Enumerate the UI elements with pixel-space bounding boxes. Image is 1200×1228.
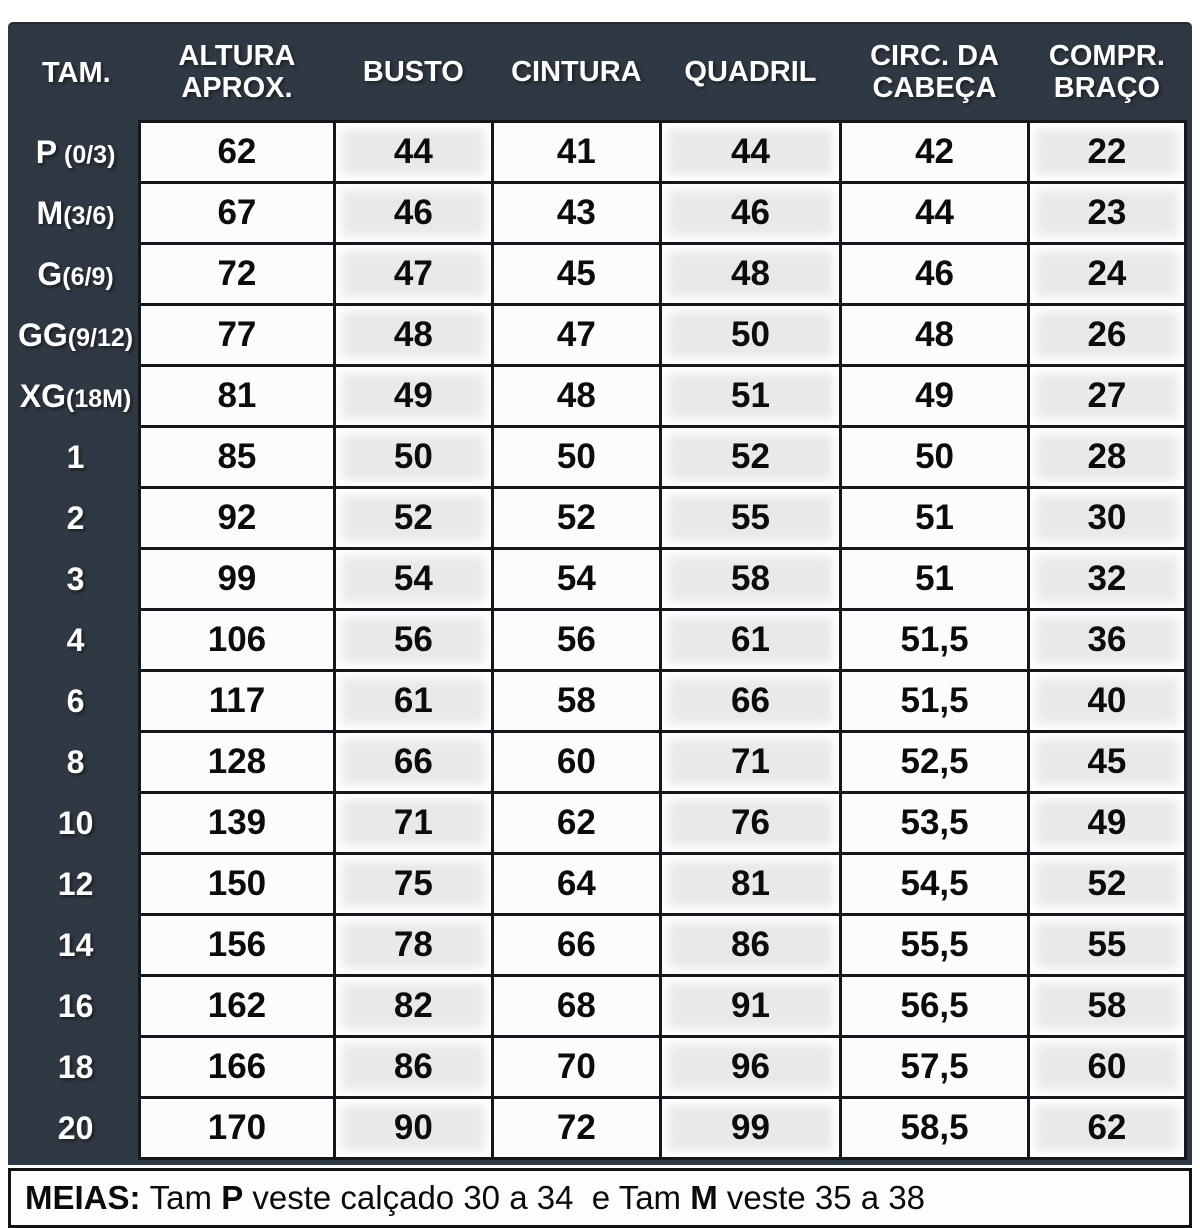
size-table: [13, 24, 1187, 1160]
size-label-cell: [13, 671, 140, 732]
value-cell: 54,5: [841, 854, 1029, 915]
socks-note-part: P: [221, 1179, 244, 1216]
value-cell: 49: [334, 366, 492, 427]
value-cell: 52: [1028, 854, 1185, 915]
socks-note-part: Tam: [140, 1179, 222, 1216]
size-label: P: [35, 133, 58, 170]
value-cell: 52: [660, 427, 841, 488]
value-cell: 82: [334, 976, 492, 1037]
size-label: 8: [66, 743, 85, 780]
value-cell: 50: [660, 305, 841, 366]
size-label-cell: [13, 1037, 140, 1098]
value-cell: 77: [140, 305, 335, 366]
value-cell: 64: [493, 854, 661, 915]
table-row: [13, 915, 1186, 976]
value-cell: 58,5: [841, 1098, 1029, 1159]
value-cell: 51: [660, 366, 841, 427]
size-detail: (18M): [66, 384, 132, 413]
table-body: [13, 122, 1186, 1159]
size-label-cell: [13, 732, 140, 793]
value-cell: 36: [1028, 610, 1185, 671]
value-cell: 99: [140, 549, 335, 610]
value-cell: 28: [1028, 427, 1185, 488]
value-cell: 45: [493, 244, 661, 305]
value-cell: 43: [493, 183, 661, 244]
table-row: [13, 366, 1186, 427]
value-cell: 56: [493, 610, 661, 671]
value-cell: 56,5: [841, 976, 1029, 1037]
value-cell: 60: [493, 732, 661, 793]
size-label: 12: [57, 865, 94, 902]
value-cell: 51,5: [841, 671, 1029, 732]
value-cell: 45: [1028, 732, 1185, 793]
size-label: G: [37, 255, 63, 292]
column-header: CIRC. DA CABEÇA: [870, 39, 999, 104]
column-header: BUSTO: [362, 55, 464, 88]
table-row: [13, 122, 1186, 183]
size-label-cell: [13, 549, 140, 610]
value-cell: 46: [334, 183, 492, 244]
size-label-cell: [13, 793, 140, 854]
size-label-cell: [13, 122, 140, 183]
value-cell: 55: [1028, 915, 1185, 976]
table-row: [13, 610, 1186, 671]
value-cell: 91: [660, 976, 841, 1037]
value-cell: 67: [140, 183, 335, 244]
value-cell: 42: [841, 122, 1029, 183]
value-cell: 61: [334, 671, 492, 732]
value-cell: 50: [493, 427, 661, 488]
header-row: [13, 24, 1186, 122]
value-cell: 47: [334, 244, 492, 305]
value-cell: 72: [140, 244, 335, 305]
value-cell: 51: [841, 549, 1029, 610]
size-label: M: [36, 194, 64, 231]
value-cell: 106: [140, 610, 335, 671]
value-cell: 52: [334, 488, 492, 549]
value-cell: 81: [660, 854, 841, 915]
size-label-cell: [13, 488, 140, 549]
value-cell: 71: [660, 732, 841, 793]
size-label-cell: [13, 976, 140, 1037]
value-cell: 46: [841, 244, 1029, 305]
value-cell: 156: [140, 915, 335, 976]
size-detail: (9/12): [67, 323, 134, 352]
value-cell: 62: [140, 122, 335, 183]
value-cell: 54: [493, 549, 661, 610]
size-table-frame: [8, 22, 1192, 1165]
value-cell: 24: [1028, 244, 1185, 305]
value-cell: 55: [660, 488, 841, 549]
table-row: [13, 488, 1186, 549]
value-cell: 40: [1028, 671, 1185, 732]
table-row: [13, 854, 1186, 915]
value-cell: 96: [660, 1037, 841, 1098]
size-label: GG: [18, 316, 68, 353]
value-cell: 71: [334, 793, 492, 854]
size-label: XG: [19, 377, 67, 414]
column-header: COMPR. BRAÇO: [1048, 39, 1165, 104]
value-cell: 60: [1028, 1037, 1185, 1098]
table-row: [13, 427, 1186, 488]
value-cell: 22: [1028, 122, 1185, 183]
value-cell: 26: [1028, 305, 1185, 366]
value-cell: 66: [334, 732, 492, 793]
value-cell: 46: [660, 183, 841, 244]
size-label-cell: [13, 244, 140, 305]
value-cell: 48: [493, 366, 661, 427]
value-cell: 86: [660, 915, 841, 976]
value-cell: 85: [140, 427, 335, 488]
socks-note-part: M: [690, 1179, 718, 1216]
value-cell: 44: [660, 122, 841, 183]
value-cell: 52: [493, 488, 661, 549]
value-cell: 58: [1028, 976, 1185, 1037]
size-label-cell: [13, 305, 140, 366]
size-label: 14: [57, 926, 94, 963]
value-cell: 78: [334, 915, 492, 976]
table-row: [13, 183, 1186, 244]
socks-note-part: veste calçado 30 a 34 e Tam: [243, 1179, 691, 1216]
size-label: 2: [66, 499, 85, 536]
value-cell: 166: [140, 1037, 335, 1098]
column-header: ALTURA APROX.: [178, 39, 296, 104]
value-cell: 50: [841, 427, 1029, 488]
size-label: 6: [66, 682, 85, 719]
socks-note-part: MEIAS:: [25, 1179, 141, 1216]
table-row: [13, 244, 1186, 305]
value-cell: 52,5: [841, 732, 1029, 793]
value-cell: 53,5: [841, 793, 1029, 854]
size-label-cell: [13, 915, 140, 976]
value-cell: 51,5: [841, 610, 1029, 671]
value-cell: 49: [841, 366, 1029, 427]
value-cell: 62: [1028, 1098, 1185, 1159]
value-cell: 99: [660, 1098, 841, 1159]
value-cell: 23: [1028, 183, 1185, 244]
column-header: CINTURA: [511, 55, 642, 88]
value-cell: 58: [660, 549, 841, 610]
size-label: 3: [66, 560, 85, 597]
value-cell: 75: [334, 854, 492, 915]
size-label-cell: [13, 610, 140, 671]
table-row: [13, 671, 1186, 732]
value-cell: 54: [334, 549, 492, 610]
value-cell: 61: [660, 610, 841, 671]
value-cell: 128: [140, 732, 335, 793]
value-cell: 47: [493, 305, 661, 366]
value-cell: 81: [140, 366, 335, 427]
size-label: 16: [57, 987, 94, 1024]
size-label: 10: [57, 804, 94, 841]
value-cell: 86: [334, 1037, 492, 1098]
value-cell: 62: [493, 793, 661, 854]
value-cell: 30: [1028, 488, 1185, 549]
table-row: [13, 732, 1186, 793]
size-label: 18: [57, 1048, 94, 1085]
value-cell: 44: [841, 183, 1029, 244]
value-cell: 44: [334, 122, 492, 183]
value-cell: 58: [493, 671, 661, 732]
size-detail: (6/9): [62, 262, 114, 291]
value-cell: 68: [493, 976, 661, 1037]
value-cell: 49: [1028, 793, 1185, 854]
value-cell: 56: [334, 610, 492, 671]
table-row: [13, 549, 1186, 610]
value-cell: 90: [334, 1098, 492, 1159]
value-cell: 50: [334, 427, 492, 488]
value-cell: 66: [493, 915, 661, 976]
value-cell: 162: [140, 976, 335, 1037]
table-row: [13, 1098, 1186, 1159]
size-label-cell: [13, 427, 140, 488]
column-header: QUADRIL: [684, 55, 817, 88]
value-cell: 92: [140, 488, 335, 549]
value-cell: 57,5: [841, 1037, 1029, 1098]
size-detail: (0/3): [57, 140, 116, 169]
size-label-cell: [13, 1098, 140, 1159]
value-cell: 70: [493, 1037, 661, 1098]
value-cell: 32: [1028, 549, 1185, 610]
value-cell: 55,5: [841, 915, 1029, 976]
value-cell: 51: [841, 488, 1029, 549]
value-cell: 48: [660, 244, 841, 305]
size-label: 20: [57, 1109, 94, 1146]
value-cell: 72: [493, 1098, 661, 1159]
value-cell: 48: [334, 305, 492, 366]
value-cell: 76: [660, 793, 841, 854]
column-header: TAM.: [41, 56, 111, 89]
value-cell: 150: [140, 854, 335, 915]
table-row: [13, 1037, 1186, 1098]
table-row: [13, 793, 1186, 854]
value-cell: 48: [841, 305, 1029, 366]
socks-note: [8, 1168, 1192, 1228]
value-cell: 117: [140, 671, 335, 732]
value-cell: 66: [660, 671, 841, 732]
value-cell: 41: [493, 122, 661, 183]
size-label-cell: [13, 183, 140, 244]
size-label: 4: [66, 621, 85, 658]
size-label-cell: [13, 854, 140, 915]
table-row: [13, 305, 1186, 366]
socks-note-part: veste 35 a 38: [717, 1179, 926, 1216]
value-cell: 170: [140, 1098, 335, 1159]
size-detail: (3/6): [63, 201, 115, 230]
size-label: 1: [66, 438, 85, 475]
value-cell: 139: [140, 793, 335, 854]
value-cell: 27: [1028, 366, 1185, 427]
size-label-cell: [13, 366, 140, 427]
table-row: [13, 976, 1186, 1037]
